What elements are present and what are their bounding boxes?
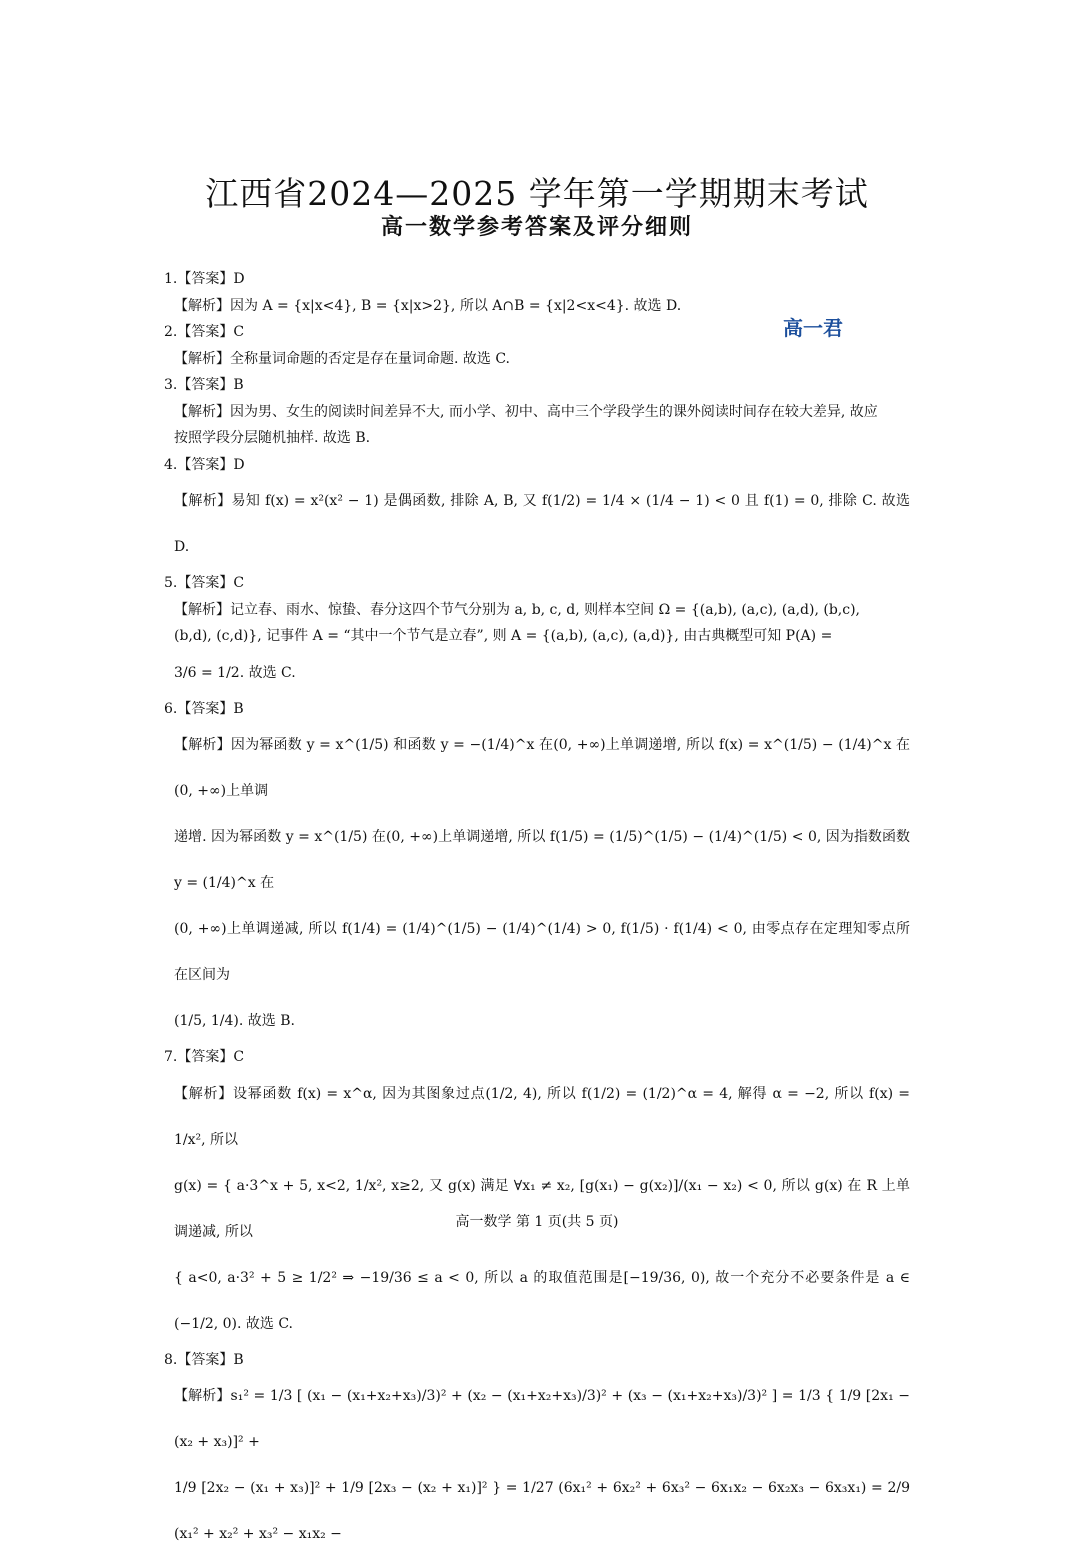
answer-item-6 xyxy=(164,696,910,1045)
answer-item-5 xyxy=(164,570,910,696)
analysis-line: 递增. 因为幂函数 y = x^(1/5) 在(0, +∞)上单调递增, 所以 f(1/5) = (1/5)^(1/5) − (1/4)^(1/5) < 0, 因为指数函数 y = (1/4)^x 在 xyxy=(174,814,910,906)
analysis-line: 按照学段分层随机抽样. 故选 B. xyxy=(174,425,910,452)
page-footer: 高一数学 第 1 页(共 5 页) xyxy=(0,1211,1074,1231)
analysis-line: 【解析】全称量词命题的否定是存在量词命题. 故选 C. xyxy=(174,346,910,373)
analysis-line: (0, +∞)上单调递减, 所以 f(1/4) = (1/4)^(1/5) − (1/4)^(1/4) > 0, f(1/5) · f(1/4) < 0, 由零点存在定理知零点所在区间为 xyxy=(174,906,910,998)
answer-line: 8.【答案】B xyxy=(164,1347,910,1374)
answer-line: 4.【答案】D xyxy=(164,452,910,479)
answer-item-8 xyxy=(164,1347,910,1557)
analysis-line: { a<0, a·3² + 5 ≥ 1/2² ⇒ −19/36 ≤ a < 0, 所以 a 的取值范围是[−19/36, 0), 故一个充分不必要条件是 a ∈ (−1/2, 0). 故选 C. xyxy=(174,1255,910,1347)
analysis-line: 3/6 = 1/2. 故选 C. xyxy=(174,650,910,696)
analysis-line: 【解析】因为男、女生的阅读时间差异不大, 而小学、初中、高中三个学段学生的课外阅读时间存在较大差异, 故应 xyxy=(174,399,910,426)
answer-line: 2.【答案】C xyxy=(164,319,910,346)
answer-item-4 xyxy=(164,452,910,571)
answer-item-3 xyxy=(164,372,910,452)
answer-line: 5.【答案】C xyxy=(164,570,910,597)
analysis-line: 【解析】s₁² = 1/3 [ (x₁ − (x₁+x₂+x₃)/3)² + (x₂ − (x₁+x₂+x₃)/3)² + (x₃ − (x₁+x₂+x₃)/3)² ] = 1/3 { 1/9 [2x₁ − (x₂ + x₃)]² + xyxy=(174,1373,910,1465)
answer-line: 1.【答案】D xyxy=(164,266,910,293)
analysis-line: 【解析】设幂函数 f(x) = x^α, 因为其图象过点(1/2, 4), 所以 f(1/2) = (1/2)^α = 4, 解得 α = −2, 所以 f(x) = 1/x², 所以 xyxy=(174,1071,910,1163)
answer-item-7 xyxy=(164,1044,910,1347)
answer-item-1 xyxy=(164,266,910,319)
analysis-line: g(x) = { a·3^x + 5, x<2, 1/x², x≥2, 又 g(x) 满足 ∀x₁ ≠ x₂, [g(x₁) − g(x₂)]/(x₁ − x₂) < 0, 所以 g(x) 在 R 上单调递减, 所以 xyxy=(174,1163,910,1255)
analysis-line: 【解析】记立春、雨水、惊蛰、春分这四个节气分别为 a, b, c, d, 则样本空间 Ω = {(a,b), (a,c), (a,d), (b,c), xyxy=(174,597,910,624)
analysis-line: 1/9 [2x₂ − (x₁ + x₃)]² + 1/9 [2x₃ − (x₂ + x₁)]² } = 1/27 (6x₁² + 6x₂² + 6x₃² − 6x₁x₂ − 6x₂x₃ − 6x₃x₁) = 2/9 (x₁² + x₂² + x₃² − x₁x₂ − xyxy=(174,1465,910,1557)
answer-line: 3.【答案】B xyxy=(164,372,910,399)
analysis-line: 【解析】易知 f(x) = x²(x² − 1) 是偶函数, 排除 A, B, 又 f(1/2) = 1/4 × (1/4 − 1) < 0 且 f(1) = 0, 排除 C. 故选 D. xyxy=(174,478,910,570)
page-subtitle: 高一数学参考答案及评分细则 xyxy=(0,210,1074,241)
answer-line: 7.【答案】C xyxy=(164,1044,910,1071)
analysis-line: (1/5, 1/4). 故选 B. xyxy=(174,998,910,1044)
page-title: 江西省2024—2025 学年第一学期期末考试 xyxy=(0,168,1074,215)
answer-item-2 xyxy=(164,319,910,372)
analysis-line: (b,d), (c,d)}, 记事件 A = “其中一个节气是立春”, 则 A = {(a,b), (a,c), (a,d)}, 由古典概型可知 P(A) = xyxy=(174,623,910,650)
answer-list xyxy=(164,266,910,1557)
analysis-line: 【解析】因为幂函数 y = x^(1/5) 和函数 y = −(1/4)^x 在(0, +∞)上单调递增, 所以 f(x) = x^(1/5) − (1/4)^x 在(0, +∞)上单调 xyxy=(174,722,910,814)
analysis-line: 【解析】因为 A = {x|x<4}, B = {x|x>2}, 所以 A∩B = {x|2<x<4}. 故选 D. xyxy=(174,293,910,320)
watermark-logo: 高一君 xyxy=(783,312,843,341)
answer-line: 6.【答案】B xyxy=(164,696,910,723)
